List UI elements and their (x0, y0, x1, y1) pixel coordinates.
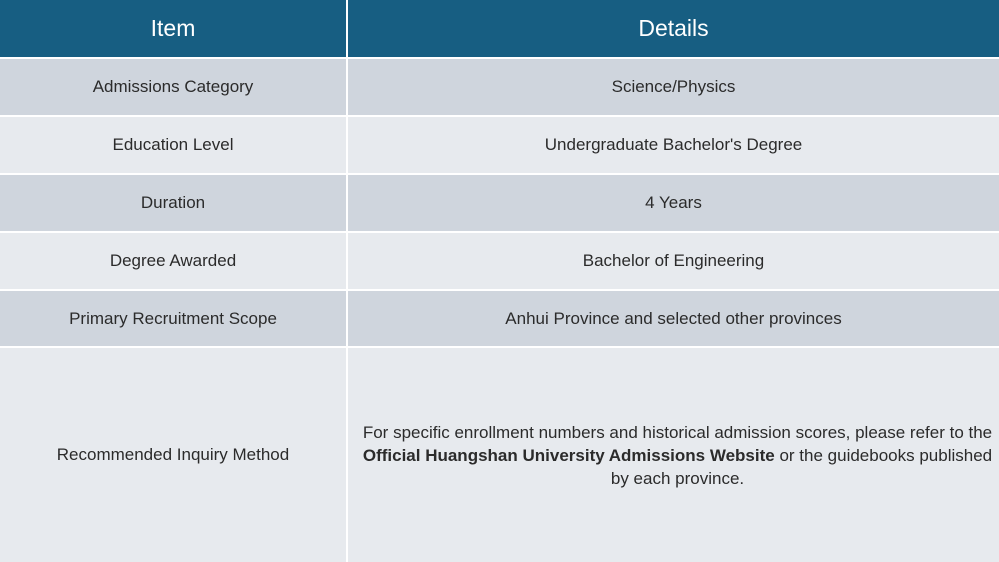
table-row (0, 175, 999, 231)
row-details-value (348, 348, 999, 562)
row-details-value: 4 Years (645, 193, 702, 212)
header-details: Details (638, 15, 709, 41)
row-details-value: Undergraduate Bachelor's Degree (544, 135, 803, 154)
table-row (0, 117, 999, 173)
row-item-label: Duration (0, 175, 348, 231)
admissions-website-emphasis: Official Huangshan University Admissions Website (362, 445, 775, 465)
inquiry-details-text (362, 421, 993, 490)
row-item-label: Recommended Inquiry Method (0, 348, 348, 562)
row-item-label: Admissions Category (0, 59, 348, 115)
details-text-post: or the guidebooks published by each province. (610, 445, 993, 488)
row-details-value: Anhui Province and selected other provinces (505, 308, 842, 328)
table-header (0, 0, 999, 57)
details-text-pre: For specific enrollment numbers and historical admission scores, please refer to the (362, 422, 993, 442)
row-item-label: Degree Awarded (0, 233, 348, 289)
table-row (0, 59, 999, 115)
table-row (0, 348, 999, 562)
table-row (0, 233, 999, 289)
row-item-label: Primary Recruitment Scope (0, 291, 348, 346)
row-item-label: Education Level (0, 117, 348, 173)
table-row (0, 291, 999, 346)
row-details-value: Science/Physics (611, 77, 736, 96)
row-details-value: Bachelor of Engineering (582, 251, 765, 270)
header-item: Item (0, 0, 348, 57)
